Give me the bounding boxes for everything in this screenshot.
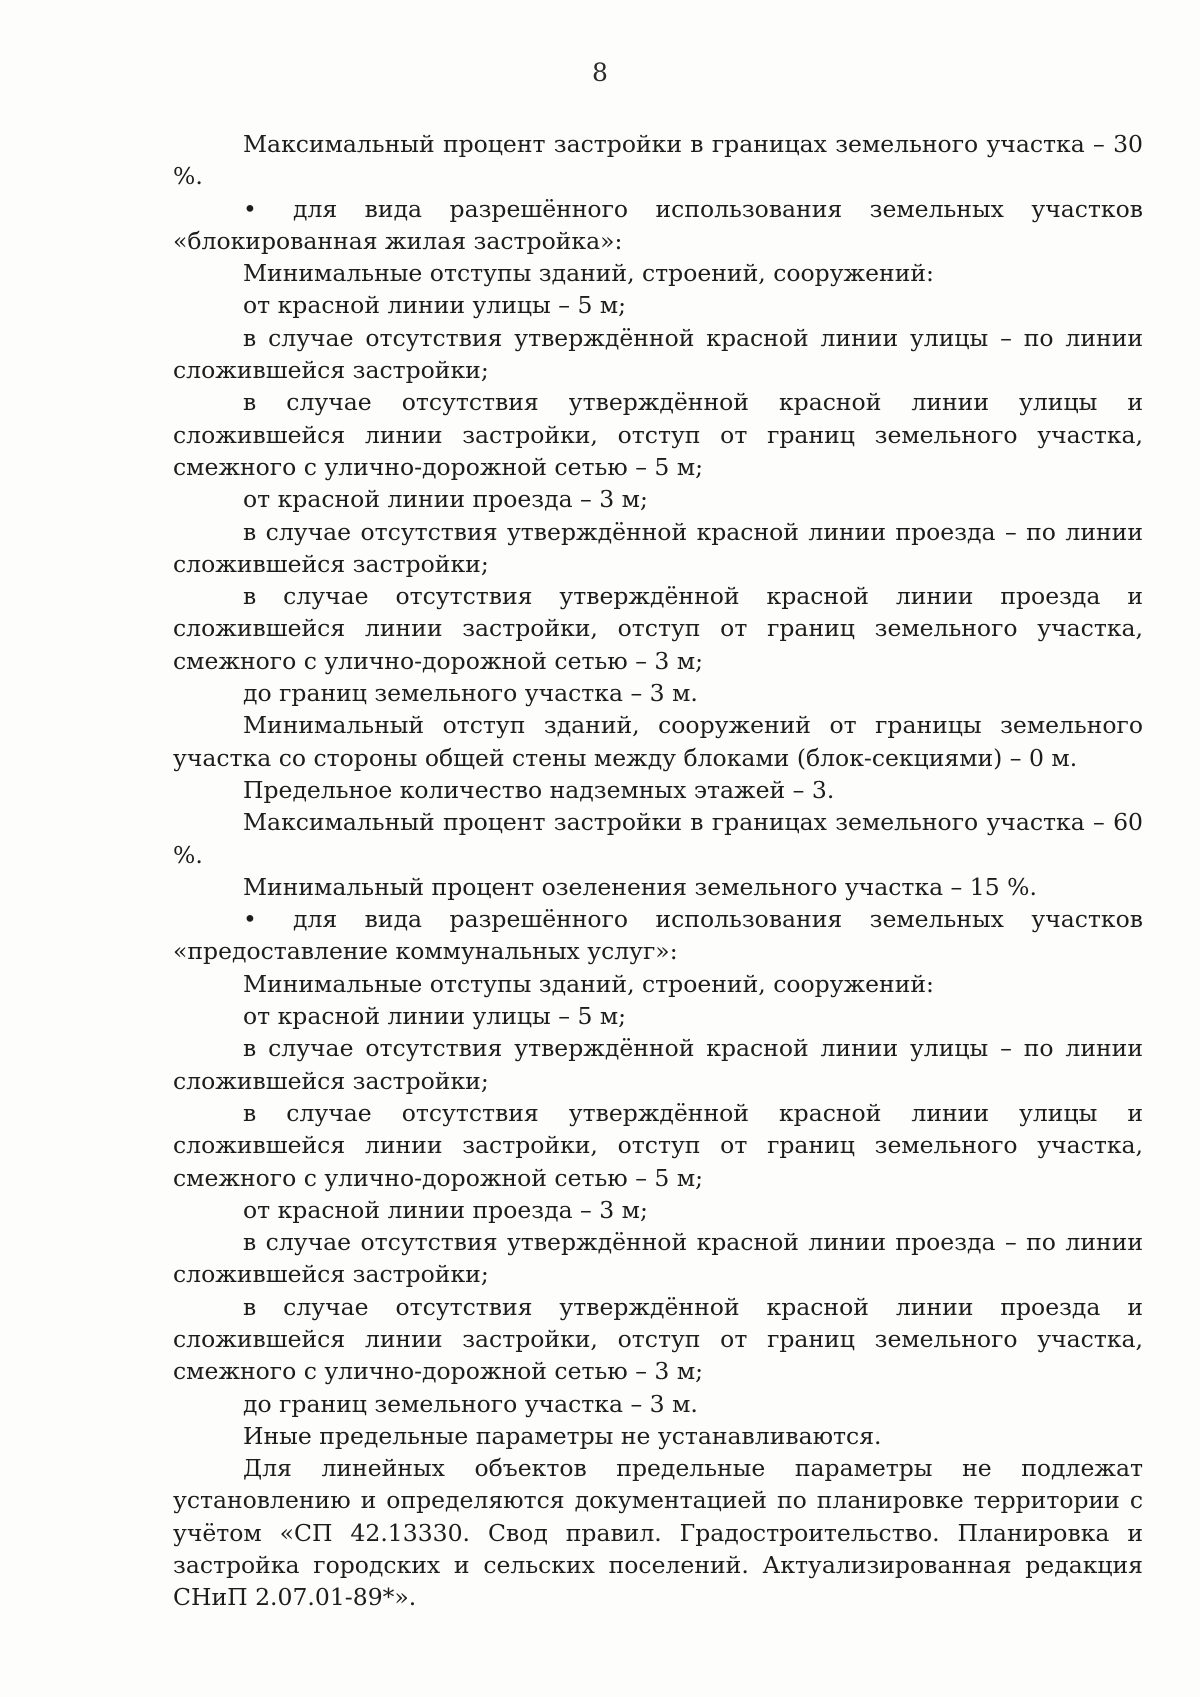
paragraph: Максимальный процент застройки в границах земельного участка – 60 %. [173,808,1143,869]
bullet-text: для вида разрешённого использования земельных участков «предоставление коммунальных услуг»: [173,905,1143,966]
paragraph: Минимальные отступы зданий, строений, сооружений: [243,969,934,998]
bullet-marker: • [243,905,257,934]
paragraph: в случае отсутствия утверждённой красной линии проезда – по линии сложившейся застройки; [173,517,1143,578]
bullet-item [173,903,1143,968]
bullet-marker: • [243,194,257,223]
paragraph: Минимальные отступы зданий, строений, сооружений: [243,259,934,288]
bullet-text: для вида разрешённого использования земельных участков «блокированная жилая застройка»: [173,194,1143,255]
paragraph: в случае отсутствия утверждённой красной линии проезда – по линии сложившейся застройки; [173,1228,1143,1289]
paragraph: в случае отсутствия утверждённой красной линии улицы – по линии сложившейся застройки; [173,323,1143,385]
paragraph: Минимальный отступ зданий, сооружений от границы земельного участка со стороны общей стены между блоками (блок-секциями) – 0 м. [173,711,1143,772]
paragraph: Предельное количество надземных этажей – 3. [243,775,835,804]
paragraph: Иные предельные параметры не устанавливаются. [243,1421,882,1450]
document-body [173,128,1143,1614]
page-number: 8 [592,58,608,87]
paragraph: в случае отсутствия утверждённой красной линии проезда и сложившейся линии застройки, отступ от границ земельного участка, смежного с улично-дорожной сетью – 3 м; [173,582,1143,675]
paragraph: Максимальный процент застройки в границах земельного участка – 30 %. [173,130,1143,191]
paragraph: от красной линии улицы – 5 м; [243,1002,627,1031]
paragraph: от красной линии улицы – 5 м; [243,291,627,320]
paragraph: до границ земельного участка – 3 м. [243,1389,698,1418]
paragraph: в случае отсутствия утверждённой красной линии улицы – по линии сложившейся застройки; [173,1034,1143,1095]
paragraph: от красной линии проезда – 3 м; [243,485,648,514]
paragraph: от красной линии проезда – 3 м; [243,1195,648,1224]
paragraph: в случае отсутствия утверждённой красной линии улицы и сложившейся линии застройки, отступ от границ земельного участка, смежного с улично-дорожной сетью – 5 м; [173,1098,1143,1192]
bullet-item [173,193,1143,258]
paragraph: Для линейных объектов предельные параметры не подлежат установлению и определяются документацией по планировке территории с учётом «СП 42.13330. Свод правил. Градостроительство. Планировка и застройка городских и сельских поселений. Актуализированная редакция СНиП 2.07.01-89*». [173,1454,1143,1612]
paragraph: в случае отсутствия утверждённой красной линии улицы и сложившейся линии застройки, отступ от границ земельного участка, смежного с улично-дорожной сетью – 5 м; [173,388,1143,481]
paragraph: до границ земельного участка – 3 м. [243,679,698,708]
paragraph: Минимальный процент озеленения земельного участка – 15 %. [243,872,1037,901]
paragraph: в случае отсутствия утверждённой красной линии проезда и сложившейся линии застройки, отступ от границ земельного участка, смежного с улично-дорожной сетью – 3 м; [173,1292,1143,1386]
